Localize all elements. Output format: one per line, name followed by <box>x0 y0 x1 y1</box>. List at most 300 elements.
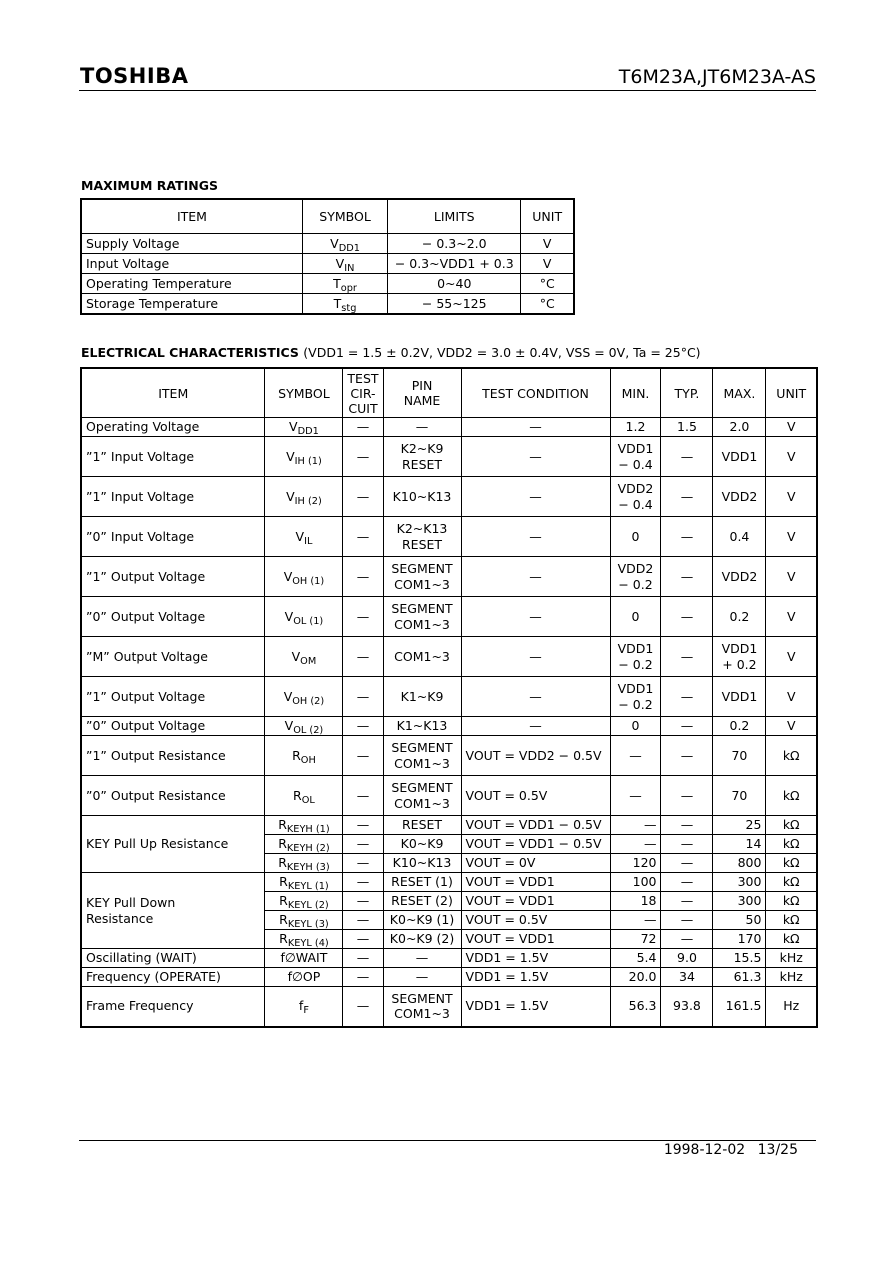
symbol-subscript: IH (2) <box>294 495 322 507</box>
cell-line: K1~K9 <box>400 688 444 704</box>
cell-line: 0 <box>631 528 640 544</box>
min-cell: 18 <box>610 892 661 911</box>
phi-glyph: ∅ <box>284 950 296 966</box>
item-cell: Oscillating (WAIT) <box>81 949 265 968</box>
unit-cell: V <box>766 597 817 637</box>
cell-line: COM1~3 <box>394 576 450 592</box>
cell-line: SEGMENT <box>391 560 453 576</box>
symbol-base: V <box>330 235 339 251</box>
pin-name-cell <box>383 477 461 517</box>
symbol-cell <box>265 437 343 477</box>
item-cell: ”M” Output Voltage <box>81 637 265 677</box>
test-condition-cell: VOUT = 0.5V <box>461 776 610 816</box>
pin-name-cell: K0~K9 <box>383 835 461 854</box>
typ-cell: — <box>661 477 713 517</box>
symbol-base: V <box>295 528 305 544</box>
symbol-cell <box>265 776 343 816</box>
cell-line: — <box>415 419 429 435</box>
test-condition-cell: VOUT = 0V <box>461 854 610 873</box>
cell-line: SEGMENT <box>391 779 453 795</box>
unit-cell: V <box>766 717 817 736</box>
unit-cell: kΩ <box>766 911 817 930</box>
cell-line: VDD1 <box>721 640 758 656</box>
symbol-subscript: OH (1) <box>292 575 325 587</box>
cell-line: VDD1 <box>617 640 654 656</box>
unit-cell: V <box>766 477 817 517</box>
symbol-base: V <box>284 718 294 734</box>
unit-cell: V <box>766 637 817 677</box>
max-ratings-header-row <box>81 199 574 234</box>
max-cell <box>713 677 766 717</box>
table-row <box>81 677 817 717</box>
typ-cell: — <box>661 854 713 873</box>
symbol-base: R <box>279 874 288 890</box>
part-number: T6M23A,JT6M23A-AS <box>618 66 816 88</box>
col-header-item: ITEM <box>81 368 265 418</box>
col-header-pin-name <box>383 368 461 418</box>
test-circuit-cell: — <box>343 477 383 517</box>
max-cell <box>713 477 766 517</box>
max-cell <box>713 776 766 816</box>
unit-cell: °C <box>521 274 574 294</box>
symbol-base: R <box>278 855 287 871</box>
footer <box>664 1142 798 1158</box>
col-header-typ: TYP. <box>661 368 713 418</box>
max-cell: 800 <box>713 854 766 873</box>
symbol-subscript: opr <box>340 282 357 294</box>
unit-cell: V <box>766 677 817 717</box>
table-row <box>81 873 817 892</box>
table-row <box>81 987 817 1027</box>
item-cell: ”0” Output Resistance <box>81 776 265 816</box>
item-cell: ”1” Input Voltage <box>81 477 265 517</box>
test-condition-cell: — <box>461 437 610 477</box>
pin-name-cell: K10~K13 <box>383 854 461 873</box>
symbol-subscript: DD1 <box>338 242 360 254</box>
test-circuit-cell: — <box>343 717 383 736</box>
symbol-cell <box>302 254 387 274</box>
min-cell <box>610 736 661 776</box>
symbol-base: T <box>333 275 341 291</box>
electrical-characteristics-table <box>80 367 818 1028</box>
test-circuit-cell: — <box>343 911 383 930</box>
test-circuit-cell: — <box>343 930 383 949</box>
col-header-min: MIN. <box>610 368 661 418</box>
table-row <box>81 637 817 677</box>
test-condition-cell: VOUT = VDD1 <box>461 930 610 949</box>
symbol-base: V <box>286 488 295 504</box>
symbol-cell <box>265 597 343 637</box>
cell-line: − 0.4 <box>618 456 653 472</box>
unit-cell: kΩ <box>766 892 817 911</box>
symbol-cell <box>265 477 343 517</box>
pin-name-cell <box>383 437 461 477</box>
symbol-cell <box>302 234 387 254</box>
pin-name-cell <box>383 517 461 557</box>
cell-line: VDD2 <box>617 560 654 576</box>
max-cell: 15.5 <box>713 949 766 968</box>
symbol-subscript: KEYL (4) <box>287 938 329 950</box>
max-cell: 61.3 <box>713 968 766 987</box>
item-cell: Supply Voltage <box>81 234 302 254</box>
table-row <box>81 557 817 597</box>
test-circuit-cell: — <box>343 835 383 854</box>
cell-line: COM1~3 <box>394 648 450 664</box>
cell-line: − 0.4 <box>618 496 653 512</box>
max-cell <box>713 418 766 437</box>
max-cell <box>713 597 766 637</box>
symbol-base: R <box>292 747 301 763</box>
test-circuit-cell: — <box>343 437 383 477</box>
test-circuit-cell: — <box>343 736 383 776</box>
cell-line: 1.2 <box>625 419 646 435</box>
symbol-subscript: OH (2) <box>292 695 325 707</box>
test-condition-cell: VOUT = VDD1 <box>461 873 610 892</box>
pin-name-cell <box>383 949 461 968</box>
symbol-cell <box>302 274 387 294</box>
test-circuit-cell: — <box>343 776 383 816</box>
pin-name-cell <box>383 736 461 776</box>
test-condition-cell: VOUT = VDD2 − 0.5V <box>461 736 610 776</box>
symbol-base: V <box>283 568 293 584</box>
unit-cell: V <box>766 437 817 477</box>
footer-rule <box>79 1140 816 1141</box>
pin-name-cell <box>383 557 461 597</box>
test-condition-cell: VDD1 = 1.5V <box>461 987 610 1027</box>
cell-line: 0.2 <box>729 608 750 624</box>
pin-name-cell: K0~K9 (1) <box>383 911 461 930</box>
typ-cell: — <box>661 776 713 816</box>
unit-cell: V <box>766 418 817 437</box>
cell-line: SEGMENT <box>391 990 453 1006</box>
max-cell: 50 <box>713 911 766 930</box>
unit-cell: kΩ <box>766 854 817 873</box>
cell-line: 2.0 <box>729 419 750 435</box>
symbol-subscript: IH (1) <box>294 455 322 467</box>
hdr-line: NAME <box>403 393 441 408</box>
min-cell <box>610 477 661 517</box>
symbol-base: V <box>286 448 295 464</box>
cell-line: RESET <box>401 456 443 472</box>
col-header-item: ITEM <box>81 199 302 234</box>
test-condition-cell: — <box>461 517 610 557</box>
symbol-subscript: KEYH (2) <box>286 843 330 855</box>
typ-cell: 34 <box>661 968 713 987</box>
max-ratings-table <box>80 198 575 315</box>
symbol-base: f <box>280 950 285 966</box>
test-condition-cell: VOUT = VDD1 − 0.5V <box>461 816 610 835</box>
unit-cell: kHz <box>766 949 817 968</box>
symbol-cell <box>265 418 343 437</box>
unit-cell: Hz <box>766 987 817 1027</box>
table-row <box>81 274 574 294</box>
symbol-suffix: WAIT <box>295 950 328 966</box>
max-cell <box>713 736 766 776</box>
col-header-symbol: SYMBOL <box>302 199 387 234</box>
table-row <box>81 949 817 968</box>
cell-line: COM1~3 <box>394 1006 450 1022</box>
typ-cell: 9.0 <box>661 949 713 968</box>
footer-page: 13/25 <box>757 1142 798 1158</box>
symbol-cell <box>265 677 343 717</box>
test-circuit-cell: — <box>343 517 383 557</box>
symbol-base: V <box>291 648 301 664</box>
max-cell: 161.5 <box>713 987 766 1027</box>
hdr-line: PIN <box>411 378 433 393</box>
symbol-cell <box>265 930 343 949</box>
cell-line: − 0.2 <box>618 656 653 672</box>
test-circuit-cell: — <box>343 557 383 597</box>
test-circuit-cell: — <box>343 968 383 987</box>
typ-cell: — <box>661 517 713 557</box>
symbol-cell <box>265 854 343 873</box>
max-cell: 300 <box>713 892 766 911</box>
item-cell: ”1” Input Voltage <box>81 437 265 477</box>
test-condition-cell: — <box>461 597 610 637</box>
limits-cell: − 0.3~VDD1 + 0.3 <box>388 254 521 274</box>
symbol-base: V <box>284 608 294 624</box>
pin-name-cell <box>383 677 461 717</box>
pin-name-cell <box>383 597 461 637</box>
test-condition-cell: VDD1 = 1.5V <box>461 968 610 987</box>
typ-cell: 93.8 <box>661 987 713 1027</box>
col-header-test-condition: TEST CONDITION <box>461 368 610 418</box>
item-cell: ”0” Output Voltage <box>81 597 265 637</box>
col-header-unit: UNIT <box>766 368 817 418</box>
cell-line: 0 <box>631 608 640 624</box>
symbol-subscript: OL (1) <box>293 615 324 627</box>
table-row <box>81 294 574 315</box>
typ-cell: — <box>661 930 713 949</box>
cell-line: — <box>629 747 642 763</box>
table-row <box>81 597 817 637</box>
unit-cell: kΩ <box>766 835 817 854</box>
typ-cell: — <box>661 717 713 736</box>
test-circuit-cell: — <box>343 816 383 835</box>
cell-line: KEY Pull Down <box>86 894 176 910</box>
test-circuit-cell: — <box>343 637 383 677</box>
table-row <box>81 717 817 736</box>
item-cell: Operating Temperature <box>81 274 302 294</box>
test-condition-cell: — <box>461 418 610 437</box>
symbol-subscript: OH <box>300 754 316 766</box>
table-row <box>81 968 817 987</box>
limits-cell: − 0.3~2.0 <box>388 234 521 254</box>
min-cell <box>610 597 661 637</box>
col-header-max: MAX. <box>713 368 766 418</box>
symbol-cell <box>265 949 343 968</box>
symbol-subscript: KEYH (1) <box>286 824 330 836</box>
symbol-base: R <box>279 931 288 947</box>
col-header-symbol: SYMBOL <box>265 368 343 418</box>
cell-line: + 0.2 <box>722 656 757 672</box>
max-cell <box>713 717 766 736</box>
min-cell <box>610 517 661 557</box>
max-cell <box>713 437 766 477</box>
symbol-subscript: DD1 <box>297 426 319 438</box>
pin-name-cell: RESET (2) <box>383 892 461 911</box>
typ-cell: — <box>661 677 713 717</box>
item-cell: Input Voltage <box>81 254 302 274</box>
table-row <box>81 418 817 437</box>
symbol-subscript: KEYH (3) <box>286 862 330 874</box>
min-cell: 5.4 <box>610 949 661 968</box>
symbol-cell <box>265 557 343 597</box>
unit-cell: kHz <box>766 968 817 987</box>
symbol-base: V <box>289 419 298 435</box>
unit-cell: kΩ <box>766 736 817 776</box>
pin-name-cell <box>383 776 461 816</box>
cell-line: VDD1 <box>617 680 654 696</box>
typ-cell: — <box>661 816 713 835</box>
symbol-subscript: OL (2) <box>293 725 324 737</box>
max-cell <box>713 637 766 677</box>
cell-line: COM1~3 <box>394 616 450 632</box>
cell-line: 70 <box>731 787 748 803</box>
symbol-subscript: F <box>303 1005 309 1017</box>
cell-line: — <box>415 950 429 966</box>
symbol-base: f <box>298 998 304 1014</box>
test-circuit-cell: — <box>343 418 383 437</box>
cell-line: VDD2 <box>721 488 758 504</box>
cell-line: VDD1 <box>721 448 758 464</box>
unit-cell: V <box>521 254 574 274</box>
pin-name-cell: RESET <box>383 816 461 835</box>
unit-cell: kΩ <box>766 816 817 835</box>
symbol-subscript: OM <box>300 655 317 667</box>
item-cell: Frame Frequency <box>81 987 265 1027</box>
symbol-cell <box>265 517 343 557</box>
cell-line: 70 <box>731 747 748 763</box>
min-cell <box>610 677 661 717</box>
cell-line: − 0.2 <box>618 576 653 592</box>
min-cell: 100 <box>610 873 661 892</box>
pin-name-cell <box>383 637 461 677</box>
test-circuit-cell: — <box>343 892 383 911</box>
symbol-suffix: OP <box>302 969 321 985</box>
test-circuit-cell: — <box>343 597 383 637</box>
unit-cell: kΩ <box>766 930 817 949</box>
table-row <box>81 437 817 477</box>
pin-name-cell: RESET (1) <box>383 873 461 892</box>
test-condition-cell: — <box>461 477 610 517</box>
pin-name-cell <box>383 968 461 987</box>
test-condition-cell: VOUT = VDD1 − 0.5V <box>461 835 610 854</box>
table-row <box>81 234 574 254</box>
symbol-cell <box>302 294 387 315</box>
symbol-subscript: KEYL (1) <box>287 881 329 893</box>
hdr-line: TEST <box>347 370 379 386</box>
test-circuit-cell: — <box>343 987 383 1027</box>
cell-line: K10~K13 <box>392 488 452 504</box>
unit-cell: V <box>766 557 817 597</box>
col-header-test-circuit <box>343 368 383 418</box>
symbol-base: V <box>335 255 345 271</box>
table-row <box>81 736 817 776</box>
max-cell: 25 <box>713 816 766 835</box>
test-circuit-cell: — <box>343 949 383 968</box>
elec-char-conditions: (VDD1 = 1.5 ± 0.2V, VDD2 = 3.0 ± 0.4V, VSS = 0V, Ta = 25°C) <box>303 345 701 360</box>
min-cell: — <box>610 911 661 930</box>
symbol-base: R <box>279 912 288 928</box>
item-cell: Storage Temperature <box>81 294 302 315</box>
symbol-base: f <box>287 969 292 985</box>
unit-cell: kΩ <box>766 776 817 816</box>
symbol-subscript: KEYL (3) <box>287 919 329 931</box>
typ-cell: — <box>661 873 713 892</box>
min-cell <box>610 437 661 477</box>
item-cell: ”0” Output Voltage <box>81 717 265 736</box>
elec-header-row <box>81 368 817 418</box>
symbol-base: R <box>293 787 302 803</box>
test-circuit-cell: — <box>343 854 383 873</box>
symbol-cell <box>265 835 343 854</box>
typ-cell: — <box>661 892 713 911</box>
symbol-subscript: KEYL (2) <box>287 900 329 912</box>
cell-line: COM1~3 <box>394 755 450 771</box>
limits-cell: − 55~125 <box>388 294 521 315</box>
symbol-subscript: stg <box>341 302 357 314</box>
cell-line: VDD2 <box>721 568 758 584</box>
min-cell <box>610 776 661 816</box>
symbol-subscript: IL <box>304 535 313 547</box>
test-condition-cell: — <box>461 637 610 677</box>
pin-name-cell <box>383 418 461 437</box>
item-cell: ”1” Output Voltage <box>81 677 265 717</box>
typ-cell: — <box>661 557 713 597</box>
item-cell: Operating Voltage <box>81 418 265 437</box>
max-cell <box>713 517 766 557</box>
symbol-cell <box>265 816 343 835</box>
cell-line: K2~K13 <box>396 520 448 536</box>
min-cell: 120 <box>610 854 661 873</box>
item-cell: Frequency (OPERATE) <box>81 968 265 987</box>
min-cell: — <box>610 816 661 835</box>
min-cell <box>610 557 661 597</box>
elec-char-title: ELECTRICAL CHARACTERISTICS <box>81 345 299 360</box>
hdr-line: CUIT <box>348 400 378 416</box>
max-ratings-body <box>81 234 574 315</box>
header-rule <box>79 90 816 91</box>
symbol-subscript: OL <box>301 794 315 806</box>
symbol-base: R <box>278 836 287 852</box>
symbol-base: V <box>283 688 293 704</box>
item-cell: KEY Pull Up Resistance <box>81 816 265 873</box>
test-condition-cell: VOUT = 0.5V <box>461 911 610 930</box>
min-cell <box>610 717 661 736</box>
test-circuit-cell: — <box>343 873 383 892</box>
table-row <box>81 477 817 517</box>
col-header-unit: UNIT <box>521 199 574 234</box>
limits-cell: 0~40 <box>388 274 521 294</box>
cell-line: K1~K13 <box>396 718 448 734</box>
symbol-cell <box>265 911 343 930</box>
typ-cell: — <box>661 637 713 677</box>
cell-line: 0.2 <box>729 718 750 734</box>
max-cell <box>713 557 766 597</box>
item-cell: ”1” Output Voltage <box>81 557 265 597</box>
table-row <box>81 517 817 557</box>
elec-body <box>81 418 817 1027</box>
min-cell: — <box>610 835 661 854</box>
cell-line: SEGMENT <box>391 600 453 616</box>
symbol-cell <box>265 873 343 892</box>
pin-name-cell <box>383 987 461 1027</box>
min-cell: 72 <box>610 930 661 949</box>
cell-line: COM1~3 <box>394 795 450 811</box>
typ-cell: 1.5 <box>661 418 713 437</box>
symbol-cell <box>265 987 343 1027</box>
